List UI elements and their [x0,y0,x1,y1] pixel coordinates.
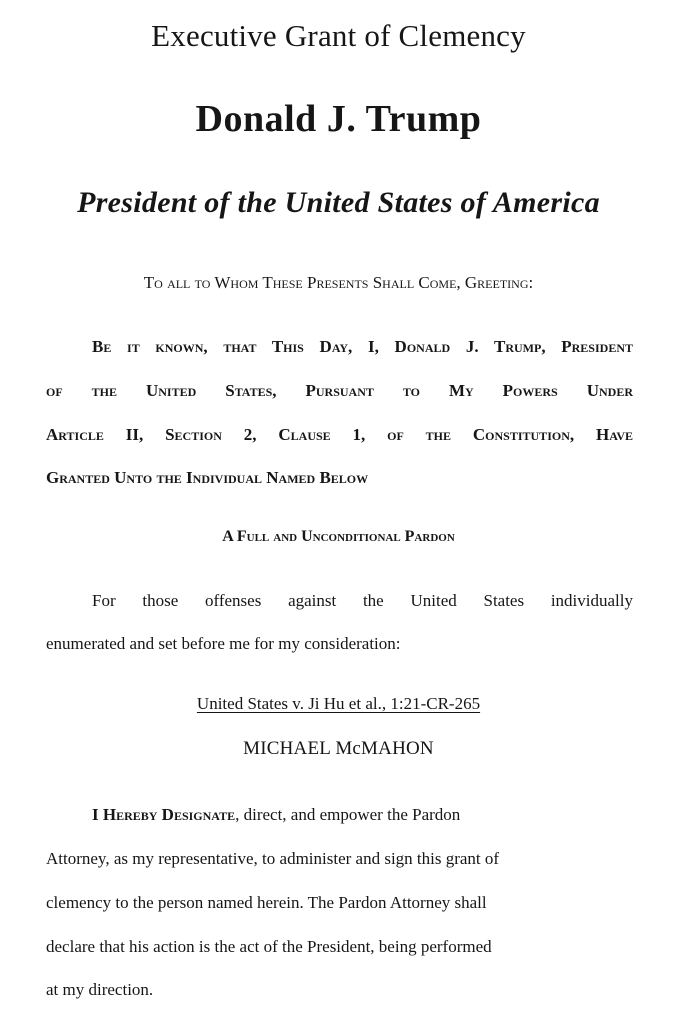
office-title: President of the United States of America [77,186,600,219]
proclamation-line-4: Granted Unto the Individual Named Below [46,468,369,487]
offenses-line-1: For those offenses against the United States individually [92,591,633,610]
designation-line-4: declare that his action is the act of the President, being performed [46,937,492,956]
designation-line-2: Attorney, as my representative, to administer and sign this grant of [46,849,500,868]
case-caption: United States v. Ji Hu et al., 1:21-CR-265 [196,694,481,713]
president-name: Donald J. Trump [195,98,482,140]
pardon-type: A Full and Unconditional Pardon [222,528,455,545]
designation-line-1: I Hereby Designate, direct, and empower the Pardon [92,805,461,824]
designation-lead: I Hereby Designate [92,805,236,824]
greeting-line: To all to Whom These Presents Shall Come, Greeting: [143,273,534,292]
proclamation-line-1: Be it known, that This Day, I, Donald J. Trump, President [92,337,633,356]
designation-line-3: clemency to the person named herein. The Pardon Attorney shall [46,893,487,912]
designation-line-5: at my direction. [46,980,154,999]
document-heading: Executive Grant of Clemency [151,18,526,53]
proclamation-line-3: Article II, Section 2, Clause 1, of the Constitution, Have [46,425,633,444]
proclamation-line-2: of the United States, Pursuant to My Powers Under [46,381,633,400]
recipient-name: MICHAEL McMAHON [243,738,434,759]
offenses-line-2: enumerated and set before me for my consideration: [46,634,401,653]
